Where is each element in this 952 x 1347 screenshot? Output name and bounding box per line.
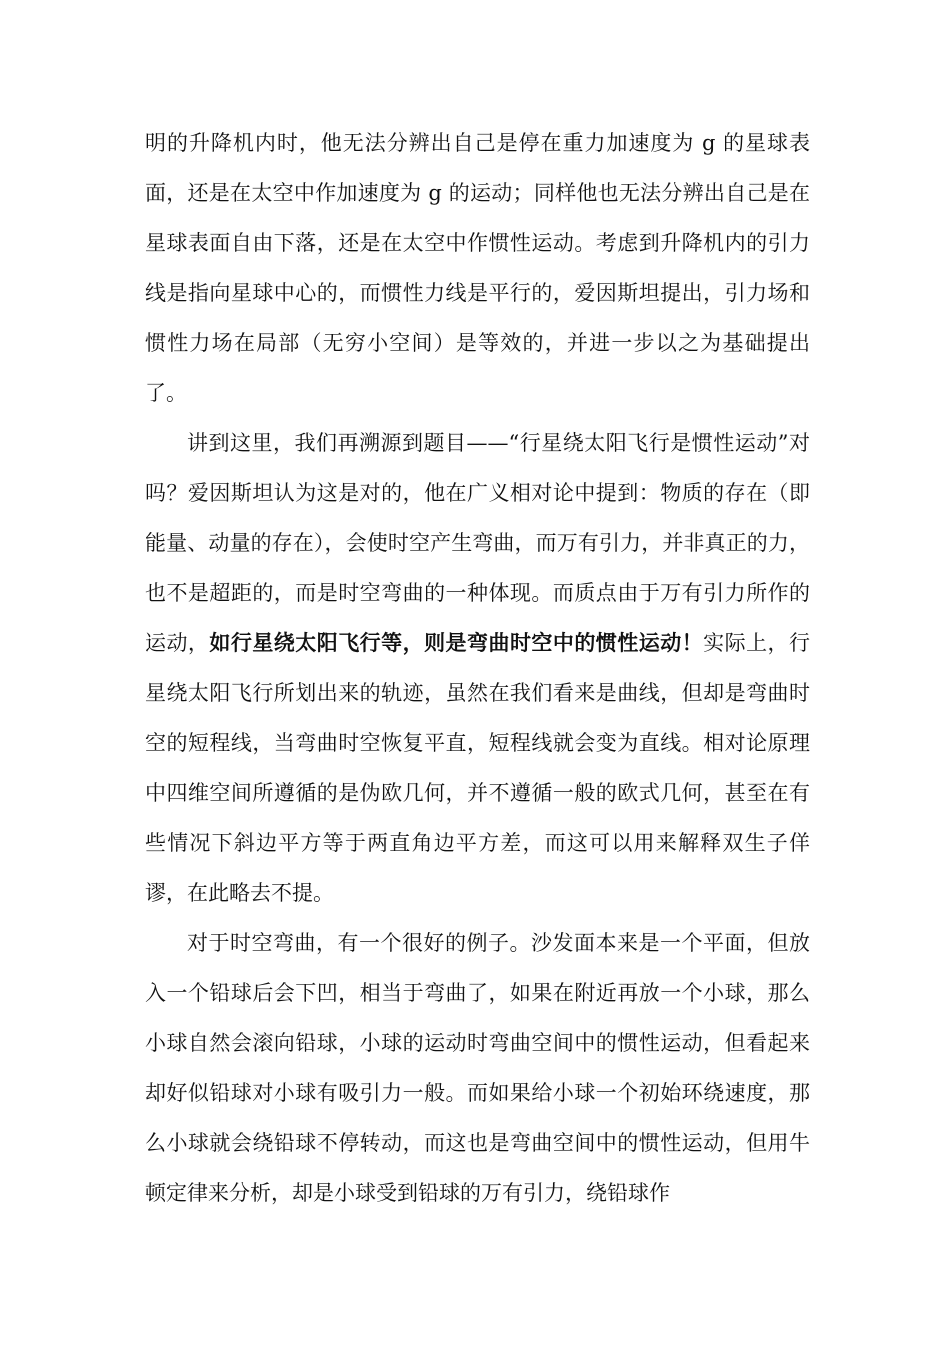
paragraph-2-bold-emphasis: 如行星绕太阳飞行等，则是弯曲时空中的惯性运动！ xyxy=(209,630,704,655)
paragraph-3-text: 对于时空弯曲，有一个很好的例子。沙发面本来是一个平面，但放入一个铅球后会下凹，相当于弯曲了，如果在附近再放一个小球，那么小球自然会滚向铅球，小球的运动时弯曲空间中的惯性运动，但看起来却好似铅球对小球有吸引力一般。而如果给小球一个初始环绕速度，那么小球就会绕铅球不停转动，而这也是弯曲空间中的惯性运动，但用牛顿定律来分析，却是小球受到铅球的万有引力，绕铅球作 xyxy=(145,931,810,1205)
document-page xyxy=(145,118,810,1218)
paragraph-2-text-a: 讲到这里，我们再溯源到题目——“行星绕太阳飞行是惯性运动”对吗？爱因斯坦认为这是对的，他在广义相对论中提到：物质的存在（即能量、动量的存在），会使时空产生弯曲，而万有引力，并非真正的力，也不是超距的，而是时空弯曲的一种体现。而质点由于万有引力所作的运动， xyxy=(145,431,810,655)
paragraph-2-text-b: 实际上，行星绕太阳飞行所划出来的轨迹，虽然在我们看来是曲线，但却是弯曲时空的短程线，当弯曲时空恢复平直，短程线就会变为直线。相对论原理中四维空间所遵循的是伪欧几何，并不遵循一般的欧式几何，甚至在有些情况下斜边平方等于两直角边平方差，而这可以用来解释双生子佯谬，在此略去不提。 xyxy=(145,631,811,905)
paragraph-2 xyxy=(145,418,810,918)
paragraph-1-text: 明的升降机内时，他无法分辨出自己是停在重力加速度为 g 的星球表面，还是在太空中作加速度为 g 的运动；同样他也无法分辨出自己是在星球表面自由下落，还是在太空中作惯性运动。考虑到升降机内的引力线是指向星球中心的，而惯性力线是平行的，爱因斯坦提出，引力场和惯性力场在局部（无穷小空间）是等效的，并进一步以之为基础提出了。 xyxy=(145,131,810,405)
paragraph-3 xyxy=(145,918,810,1218)
paragraph-1 xyxy=(145,118,810,418)
